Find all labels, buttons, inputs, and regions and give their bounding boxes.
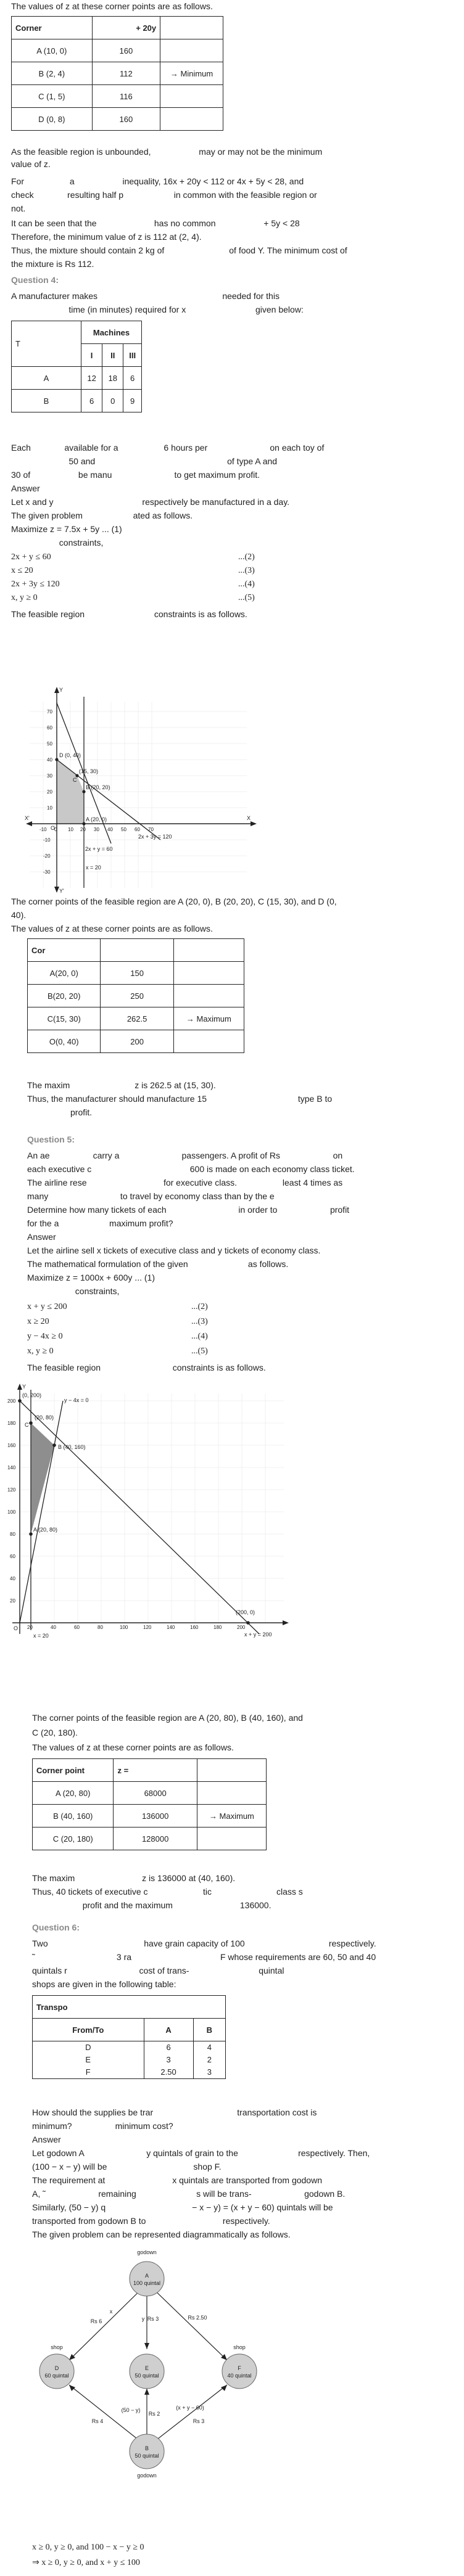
table-cell: 6 [123, 367, 142, 390]
table-cell: F [85, 2067, 91, 2077]
tick-label: -20 [43, 853, 51, 859]
table-cell [160, 85, 223, 108]
paragraph: An ae carry a passengers. A profit of Rs on [27, 1151, 343, 1160]
paragraph: quintals r cost of trans- quintal [32, 1966, 284, 1975]
flow-label-x: x [109, 2308, 113, 2315]
paragraph: How should the supplies be trar transportation cost is [32, 2107, 317, 2117]
axis-label-y-neg: Y' [59, 888, 64, 894]
table-cell: A (10, 0) [12, 39, 93, 62]
table-cell: 12 [81, 367, 102, 390]
table-cell: 136000 [114, 1805, 197, 1827]
paragraph: The requirement at x quintals are transported from godown [32, 2175, 322, 2185]
table-cell: → Maximum [173, 1007, 244, 1030]
table-cell [173, 1030, 244, 1053]
constraint: y − 4x ≥ 0 [27, 1332, 63, 1341]
tick-label: 20 [47, 789, 52, 795]
corner-table-3 [32, 1758, 267, 1850]
line-label-xy200: x + y = 200 [244, 1631, 272, 1638]
table-cell: 18 [102, 367, 123, 390]
paragraph: for the a maximum profit? [27, 1218, 173, 1228]
table-cell: B [12, 390, 81, 412]
table-cell: A [12, 367, 81, 390]
table-cell: 116 [92, 85, 160, 108]
tick-label: -10 [39, 827, 47, 832]
point-label-a: A (20, 0) [86, 816, 107, 822]
tick-label: 50 [121, 827, 126, 832]
table-header: III [123, 344, 142, 367]
table-cell: E [85, 2055, 91, 2064]
line-label-y4x0: y − 4x = 0 [64, 1397, 89, 1403]
godown-label-top: godown [137, 2249, 157, 2255]
table-cell: 2 [207, 2055, 212, 2064]
table-cell: 6 [81, 390, 102, 412]
node-d-qty: 60 quintal [44, 2373, 69, 2379]
table-header: Machines [81, 321, 142, 344]
tick-label: 40 [107, 827, 113, 832]
paragraph: Thus, the mixture should contain 2 kg of of food Y. The minimum cost of [11, 245, 347, 255]
tick-label: 80 [10, 1532, 15, 1537]
paragraph: minimum? minimum cost? [32, 2121, 173, 2131]
edge-a-f [153, 2289, 227, 2360]
table-cell: A (20, 80) [33, 1782, 114, 1805]
tick-label: 60 [10, 1554, 15, 1559]
transport-cost-table [32, 1995, 226, 2079]
tick-label: 40 [51, 1625, 56, 1630]
edge-b-d [69, 2385, 141, 2442]
node-shop-e [130, 2354, 164, 2389]
tick-label: 20 [10, 1598, 15, 1604]
question-heading: Question 4: [11, 275, 59, 285]
tick-label: 140 [167, 1625, 175, 1630]
origin-label: O [51, 825, 56, 831]
constraint-number: ...(5) [191, 1347, 208, 1356]
edge-label-be: Rs 2 [148, 2411, 160, 2417]
constraint: x ≥ 20 [27, 1317, 49, 1326]
constraint: 2x + 3y ≤ 120 [11, 580, 60, 589]
axis-label-x: X [247, 815, 251, 821]
table-header: II [102, 344, 123, 367]
paragraph: time (in minutes) required for x given below: [11, 305, 304, 314]
tick-label: 40 [47, 757, 52, 763]
paragraph: Maximize z = 1000x + 600y ... (1) [27, 1273, 155, 1282]
tick-label: 60 [74, 1625, 80, 1630]
tick-label: 20 [27, 1625, 33, 1630]
flow-label-xy60: (x + y − 60) [176, 2405, 204, 2411]
table-cell: 4 [207, 2043, 212, 2052]
axis-label-y: Y [22, 1384, 27, 1390]
paragraph: The feasible region constraints is as follows. [11, 609, 247, 619]
paragraph: ⇒ x ≥ 0, y ≥ 0, and x + y ≤ 100 [32, 2558, 140, 2567]
node-b-name: B [144, 2445, 149, 2451]
line-label-x20: x = 20 [86, 864, 101, 871]
table-cell: 9 [123, 390, 142, 412]
paragraph: many to travel by economy class than by the e [27, 1191, 275, 1201]
paragraph: constraints, [27, 1286, 120, 1296]
paragraph: Let godown A y quintals of grain to the respectively. Then, [32, 2148, 370, 2158]
tick-label: 180 [7, 1421, 16, 1426]
table-cell: 6 [166, 2043, 171, 2052]
edge-label-af: Rs 2.50 [188, 2315, 207, 2321]
node-e-qty: 50 quintal [135, 2373, 159, 2379]
paragraph: As the feasible region is unbounded, may or may not be the minimum [11, 147, 323, 157]
table-cell: 262.5 [101, 1007, 173, 1030]
point-letter-c: C [73, 777, 77, 783]
paragraph: A, ˜ remaining s will be trans- godown B. [32, 2189, 346, 2199]
table-cell [197, 1827, 266, 1850]
tick-label: 160 [7, 1443, 16, 1448]
tick-label: 30 [94, 827, 99, 832]
paragraph: constraints, [11, 538, 104, 548]
constraint: x ≤ 20 [11, 566, 33, 575]
table-cell: 3 [207, 2067, 212, 2077]
constraint: x, y ≥ 0 [27, 1347, 54, 1356]
paragraph: Therefore, the minimum value of z is 112 at (2, 4). [11, 232, 202, 242]
intro-text: The values of z at these corner points are as follows. [11, 1, 213, 11]
paragraph: The feasible region constraints is as follows. [27, 1363, 266, 1372]
node-e-name: E [144, 2365, 149, 2371]
line-label-x20: x = 20 [33, 1633, 49, 1639]
node-b-qty: 50 quintal [135, 2453, 159, 2459]
paragraph: 40). [11, 910, 27, 920]
table-cell: 112 [92, 62, 160, 85]
axis-label-y: Y [59, 687, 64, 693]
constraint-number: ...(4) [238, 580, 255, 589]
node-shop-f [222, 2354, 257, 2389]
node-godown-a [130, 2262, 164, 2296]
tick-label: 120 [143, 1625, 152, 1630]
point-label-b: B (40, 160) [58, 1444, 86, 1450]
table-cell: 3 [166, 2055, 171, 2064]
table-header: + 20y [92, 17, 160, 39]
tick-label: 160 [190, 1625, 199, 1630]
paragraph: The values of z at these corner points are as follows. [32, 1742, 234, 1752]
tick-label: 70 [47, 709, 52, 715]
table-cell [173, 962, 244, 985]
table-cell: D [85, 2043, 91, 2052]
paragraph: 50 and of type A and [11, 456, 278, 466]
paragraph: 30 of be manu to get maximum profit. [11, 470, 260, 480]
table-cell [173, 985, 244, 1007]
node-shop-d [39, 2354, 74, 2389]
flow-label-y: y [141, 2316, 145, 2322]
point-label-d: D (0, 40) [59, 752, 81, 758]
table-cell: 250 [101, 985, 173, 1007]
table-header: B [193, 2019, 225, 2041]
paragraph: value of z. [11, 159, 51, 169]
table-cell: 200 [101, 1030, 173, 1053]
table-header: I [81, 344, 102, 367]
answer-label: Answer [32, 2135, 61, 2144]
tick-label: -30 [43, 869, 51, 875]
tick-label: 180 [213, 1625, 222, 1630]
table-cell: B (2, 4) [12, 62, 93, 85]
paragraph: The given problem ated as follows. [11, 511, 193, 520]
paragraph: Maximize z = 7.5x + 5y ... (1) [11, 524, 122, 534]
tick-label: 60 [135, 827, 140, 832]
paragraph: The airline rese for executive class. least 4 times as [27, 1178, 343, 1188]
point-label-a: A (20, 80) [33, 1527, 58, 1533]
flow-label-50y: (50 − y) [121, 2407, 141, 2413]
table-cell: C (20, 180) [33, 1827, 114, 1850]
table-cell: D (0, 8) [12, 108, 93, 131]
table-title: Transpo [33, 1996, 226, 2019]
table-header: Corner [12, 17, 93, 39]
table-header: A [144, 2019, 193, 2041]
shop-label-d: shop [51, 2344, 63, 2350]
table-header: z = [114, 1759, 197, 1782]
tick-label: 30 [47, 773, 52, 779]
node-godown-b [130, 2434, 164, 2469]
point-label-b: B (20, 20) [86, 784, 110, 790]
table-cell: C(15, 30) [28, 1007, 101, 1030]
edge-label-ad: Rs 6 [90, 2318, 102, 2324]
tick-label: 50 [47, 741, 52, 747]
paragraph: Two have grain capacity of 100 respectively. [32, 1938, 376, 1948]
tick-label: 100 [120, 1625, 128, 1630]
table-header: From/To [33, 2019, 144, 2041]
paragraph: A manufacturer makes needed for this [11, 291, 280, 301]
paragraph: Each available for a 6 hours per on each toy of [11, 443, 325, 453]
shop-label-f: shop [233, 2344, 246, 2350]
constraint: x + y ≤ 200 [27, 1302, 67, 1311]
answer-label: Answer [11, 483, 40, 493]
paragraph: each executive c 600 is made on each economy class ticket. [27, 1164, 355, 1174]
edge-label-bf: Rs 3 [193, 2418, 205, 2424]
node-d-name: D [54, 2365, 59, 2371]
table-cell: O(0, 40) [28, 1030, 101, 1053]
table-cell: 2.50 [160, 2067, 176, 2077]
line-label-2x3y120: 2x + 3y = 120 [138, 834, 172, 840]
table-header: T [12, 321, 81, 367]
paragraph: Thus, 40 tickets of executive c tic class s [32, 1887, 303, 1897]
paragraph: profit. [27, 1107, 93, 1117]
table-header: Cor [28, 939, 101, 962]
godown-label-bottom: godown [137, 2472, 157, 2479]
paragraph: Let x and y respectively be manufactured in a day. [11, 497, 290, 507]
line-label-2xy60: 2x + y = 60 [85, 846, 113, 852]
paragraph: Let the airline sell x tickets of executive class and y tickets of economy class. [27, 1245, 321, 1255]
table-cell: 160 [92, 39, 160, 62]
tick-label: 0 [54, 827, 57, 832]
question-heading: Question 6: [32, 1922, 80, 1932]
point-label-0-200: (0, 200) [22, 1392, 42, 1398]
paragraph: not. [11, 203, 26, 213]
tick-label: 10 [47, 805, 52, 811]
constraint-number: ...(3) [238, 566, 255, 575]
feasible-region-graph-q5 [6, 1381, 290, 1640]
constraint-number: ...(5) [238, 593, 255, 602]
question-heading: Question 5: [27, 1134, 75, 1144]
tick-label: 40 [10, 1576, 15, 1581]
constraint: 2x + y ≤ 60 [11, 552, 51, 562]
constraint-number: ...(2) [238, 552, 255, 562]
table-cell: 160 [92, 108, 160, 131]
paragraph: check resulting half p in common with the feasible region or [11, 190, 317, 200]
table-cell: → Maximum [197, 1805, 266, 1827]
paragraph: profit and the maximum 136000. [32, 1900, 271, 1910]
paragraph: x ≥ 0, y ≥ 0, and 100 − x − y ≥ 0 [32, 2543, 144, 2552]
transport-diagram [32, 2244, 267, 2481]
point-label-c: (15, 30) [79, 768, 99, 774]
table-header: Corner point [33, 1759, 114, 1782]
table-cell: B (40, 160) [33, 1805, 114, 1827]
paragraph: For a inequality, 16x + 20y < 112 or 4x + 5y < 28, and [11, 176, 304, 186]
table-cell: 150 [101, 962, 173, 985]
edge-a-d [69, 2289, 142, 2360]
edge-b-f [154, 2385, 227, 2442]
answer-label: Answer [27, 1232, 56, 1242]
tick-label: 200 [237, 1625, 246, 1630]
paragraph: Similarly, (50 − y) q − x − y) = (x + y − 60) quintals will be [32, 2202, 333, 2212]
table-cell [160, 39, 223, 62]
table-cell: 0 [102, 390, 123, 412]
point-label-20-80-top: (20, 80) [35, 1414, 54, 1421]
corner-table-2 [27, 938, 244, 1053]
tick-label: 200 [7, 1398, 16, 1404]
table-cell: 68000 [114, 1782, 197, 1805]
tick-label: -10 [43, 837, 51, 843]
paragraph: The maxim z is 136000 at (40, 160). [32, 1873, 236, 1883]
table-cell [197, 1782, 266, 1805]
point-letter-c: C [25, 1422, 29, 1428]
paragraph: shops are given in the following table: [32, 1979, 176, 1989]
paragraph: The corner points of the feasible region are A (20, 80), B (40, 160), and [32, 1713, 303, 1723]
tick-label: 10 [68, 827, 73, 832]
tick-label: 60 [47, 725, 52, 731]
machine-time-table [11, 321, 142, 412]
tick-label: 80 [97, 1625, 103, 1630]
table-cell: C (1, 5) [12, 85, 93, 108]
paragraph: The mathematical formulation of the given as follows. [27, 1259, 289, 1269]
paragraph: Thus, the manufacturer should manufacture 15 type B to [27, 1094, 333, 1104]
origin-label: O [14, 1625, 19, 1631]
paragraph: Determine how many tickets of each in order to profit [27, 1205, 350, 1215]
table-cell: 128000 [114, 1827, 197, 1850]
constraint-number: ...(2) [191, 1302, 208, 1311]
table-cell: → Minimum [160, 62, 223, 85]
paragraph: transported from godown B to respectively. [32, 2216, 270, 2226]
table-cell: A(20, 0) [28, 962, 101, 985]
constraint-number: ...(3) [191, 1317, 208, 1326]
axis-label-x-neg: X' [25, 815, 30, 821]
tick-label: 100 [7, 1509, 16, 1515]
line-xy200 [20, 1401, 259, 1634]
node-a-name: A [144, 2273, 149, 2279]
paragraph: The maxim z is 262.5 at (15, 30). [27, 1080, 216, 1090]
constraint-number: ...(4) [191, 1332, 208, 1341]
tick-label: 140 [7, 1465, 16, 1471]
feasible-region-graph-q4 [25, 684, 259, 894]
paragraph: C (20, 180). [32, 1728, 78, 1737]
node-f-name: F [238, 2365, 241, 2371]
paragraph: (100 − x − y) will be shop F. [32, 2162, 222, 2172]
node-f-qty: 40 quintal [227, 2373, 252, 2379]
paragraph: the mixture is Rs 112. [11, 259, 94, 269]
tick-label: 70 [148, 827, 154, 832]
paragraph: The given problem can be represented diagrammatically as follows. [32, 2229, 291, 2239]
tick-label: 120 [7, 1487, 16, 1493]
tick-label: 20 [80, 827, 86, 832]
paragraph: It can be seen that the has no common + 5y < 28 [11, 218, 300, 228]
point-label-200-0: (200, 0) [236, 1609, 255, 1615]
edge-label-bd: Rs 4 [91, 2418, 104, 2424]
paragraph: The corner points of the feasible region are A (20, 0), B (20, 20), C (15, 30), and D (0, [11, 896, 337, 906]
edge-label-ae: Rs 3 [147, 2316, 159, 2322]
paragraph: The values of z at these corner points are as follows. [11, 924, 213, 933]
feasible-region [31, 1423, 54, 1534]
constraint: x, y ≥ 0 [11, 593, 38, 602]
corner-table-1 [11, 16, 223, 131]
node-a-qty: 100 quintal [133, 2280, 161, 2286]
paragraph: ˜ 3 ra F whose requirements are 60, 50 and 40 [32, 1952, 376, 1962]
table-cell: B(20, 20) [28, 985, 101, 1007]
table-cell [160, 108, 223, 131]
